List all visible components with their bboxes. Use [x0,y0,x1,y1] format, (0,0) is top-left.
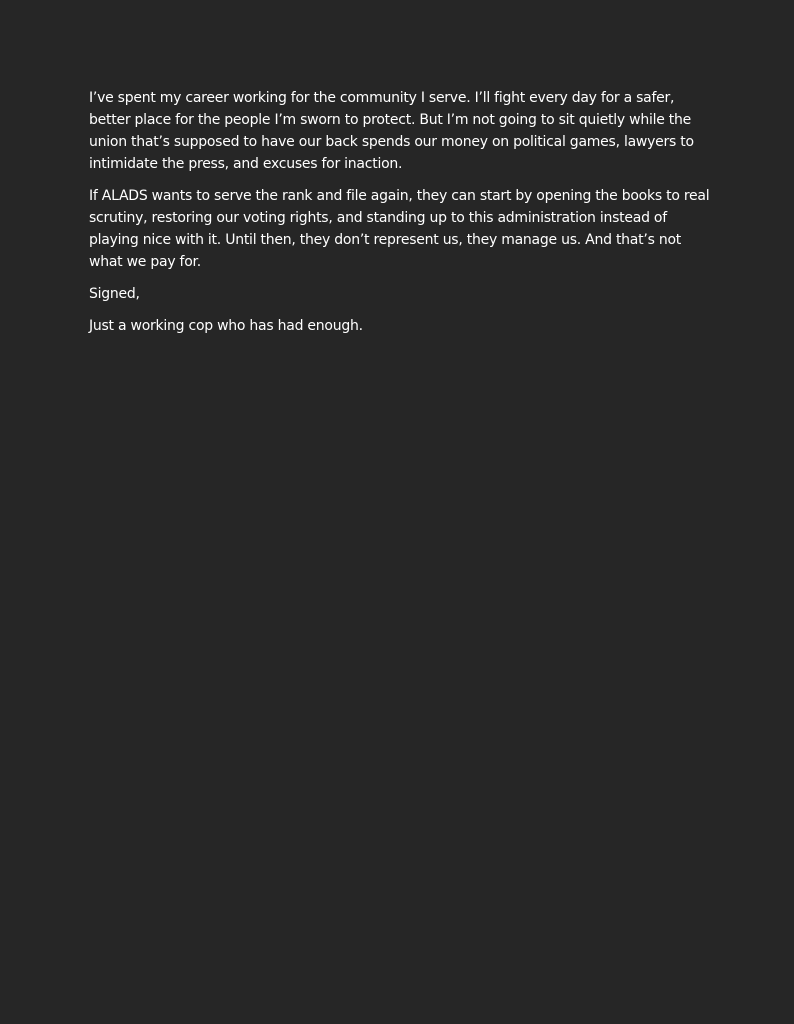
paragraph-alads: If ALADS wants to serve the rank and file again, they can start by opening the books to real scrutiny, restoring our voting rights, and standing up to this administration instead of playing nice with it. Until then, they don’t represent us, they manage us. And that’s not what we pay for. [89,188,710,270]
paragraph-career: I’ve spent my career working for the community I serve. I’ll fight every day for a safer, better place for the people I’m sworn to protect. But I’m not going to sit quietly while the union that’s supposed to have our back spends our money on political games, lawyers to intimidate the press, and excuses for inaction. [89,90,694,172]
document-body [89,87,713,347]
signoff-line: Signed, [89,286,140,302]
signature-line: Just a working cop who has had enough. [89,318,363,334]
